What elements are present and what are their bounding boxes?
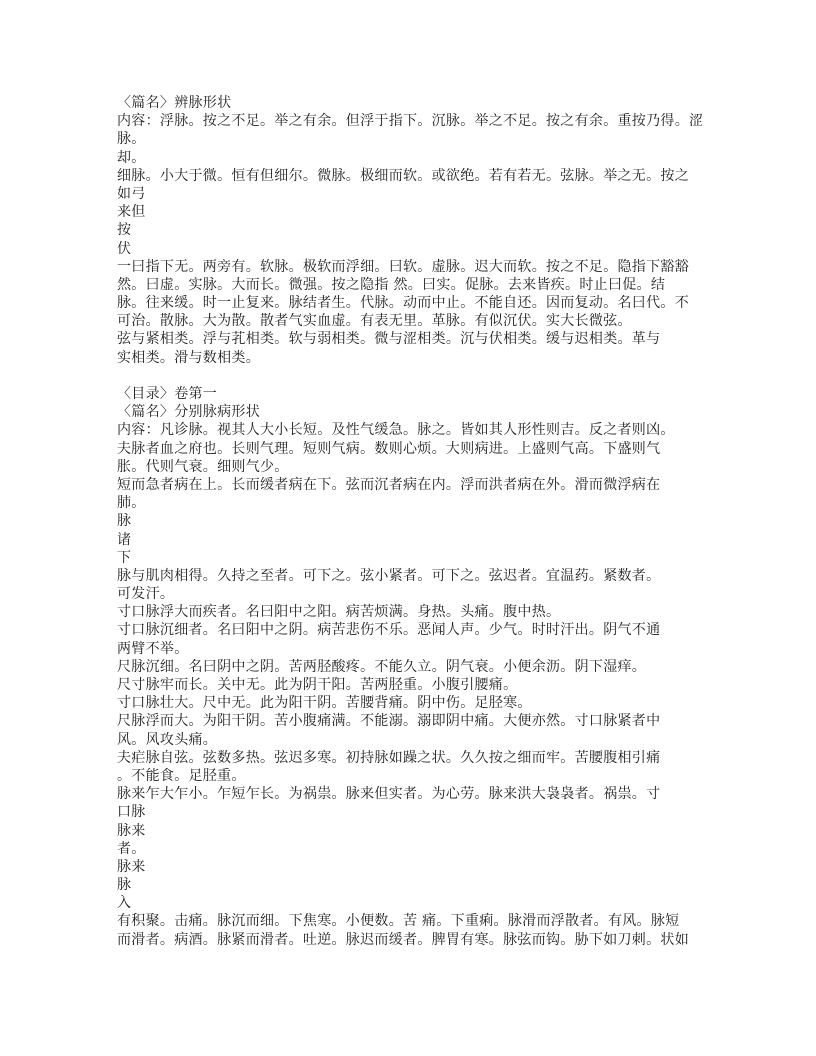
- text-line: 脉: [117, 513, 132, 530]
- text-line: 按: [117, 222, 132, 239]
- text-line: 脉来乍大乍小。乍短乍长。为祸祟。脉来但实者。为心劳。脉来洪大袅袅者。祸祟。寸: [117, 786, 661, 803]
- text-line: 尺脉沉细。名曰阴中之阴。苦两胫酸疼。不能久立。阴气衰。小便余沥。阴下湿痒。: [117, 658, 647, 675]
- text-line: 诸: [117, 531, 132, 548]
- text-line: 然。曰虚。实脉。大而长。微强。按之隐指 然。曰实。促脉。去来皆疾。时止曰促。结: [117, 276, 666, 293]
- text-line: 两臂不举。: [117, 640, 189, 657]
- text-line: 却。: [117, 149, 146, 166]
- text-line: 而滑者。病酒。脉紧而滑者。吐逆。脉迟而缓者。脾胃有寒。脉弦而钩。胁下如刀刺。状如: [117, 931, 689, 948]
- text-line: 如弓: [117, 185, 146, 202]
- text-line: 可发汗。: [117, 586, 175, 603]
- text-line: 脉: [117, 877, 132, 894]
- text-line: 下: [117, 549, 132, 566]
- text-content: [117, 94, 717, 949]
- text-line: 夫疟脉自弦。弦数多热。弦迟多寒。初持脉如躁之状。久久按之细而牢。苦腰腹相引痛: [117, 749, 661, 766]
- text-line: 实相类。滑与数相类。: [117, 349, 260, 366]
- text-line: 〈篇名〉分别脉病形状: [117, 404, 260, 421]
- text-line: 风。风攻头痛。: [117, 731, 218, 748]
- text-line: 胀。代则气衰。细则气少。: [117, 458, 289, 475]
- text-line: 一曰指下无。两旁有。软脉。极软而浮细。曰软。虚脉。迟大而软。按之不足。隐指下豁豁: [117, 258, 689, 275]
- text-line: 寸口脉壮大。尺中无。此为阳干阴。苦腰背痛。阴中伤。足胫寒。: [117, 695, 532, 712]
- text-line: 伏: [117, 240, 132, 257]
- text-line: 夫脉者血之府也。长则气理。短则气病。数则心烦。大则病进。上盛则气高。下盛则气: [117, 440, 661, 457]
- text-line: 者。: [117, 840, 146, 857]
- text-line: 内容：浮脉。按之不足。举之有余。但浮于指下。沉脉。举之不足。按之有余。重按乃得。涩: [117, 113, 704, 130]
- text-line: 来但: [117, 204, 146, 221]
- text-line: 〈篇名〉辨脉形状: [117, 95, 232, 111]
- text-line: 寸口脉沉细者。名曰阳中之阴。病苦悲伤不乐。恶闻人声。少气。时时汗出。阴气不通: [117, 622, 661, 639]
- text-line: 寸口脉浮大而疾者。名曰阳中之阳。病苦烦满。身热。头痛。腹中热。: [117, 604, 561, 621]
- text-line: 脉来: [117, 822, 146, 839]
- text-line: 肺。: [117, 495, 146, 512]
- text-line: 脉。往来缓。时一止复来。脉结者生。代脉。动而中止。不能自还。因而复动。名曰代。不: [117, 295, 689, 312]
- text-line: 内容：凡诊脉。视其人大小长短。及性气缓急。脉之。皆如其人形性则吉。反之者则凶。: [117, 422, 675, 439]
- text-line: 短而急者病在上。长而缓者病在下。弦而沉者病在内。浮而洪者病在外。滑而微浮病在: [117, 476, 661, 493]
- text-line: [117, 367, 717, 385]
- text-line: 细脉。小大于微。恒有但细尔。微脉。极细而软。或欲绝。若有若无。弦脉。举之无。按之: [117, 167, 689, 184]
- text-line: 可治。散脉。大为散。散者气实血虚。有表无里。革脉。有似沉伏。实大长微弦。: [117, 313, 632, 330]
- text-line: 脉。: [117, 131, 146, 148]
- text-line: 〈目录〉卷第一: [117, 386, 218, 402]
- text-line: 入: [117, 895, 132, 912]
- text-line: 脉来: [117, 858, 146, 875]
- text-line: 尺寸脉牢而长。关中无。此为阴干阳。苦两胫重。小腹引腰痛。: [117, 677, 518, 693]
- text-line: 有积聚。击痛。脉沉而细。下焦寒。小便数。苦 痛。下重痢。脉滑而浮散者。有风。脉短: [117, 913, 680, 930]
- text-line: 脉与肌肉相得。久持之至者。可下之。弦小紧者。可下之。弦迟者。宜温药。紧数者。: [117, 567, 661, 584]
- text-line: 口脉: [117, 804, 146, 821]
- text-line: 弦与紧相类。浮与芤相类。软与弱相类。微与涩相类。沉与伏相类。缓与迟相类。革与: [117, 331, 661, 348]
- text-line: 尺脉浮而大。为阳干阴。苦小腹痛满。不能溺。溺即阴中痛。大便亦然。寸口脉紧者中: [117, 713, 661, 730]
- text-line: 。不能食。足胫重。: [117, 767, 246, 784]
